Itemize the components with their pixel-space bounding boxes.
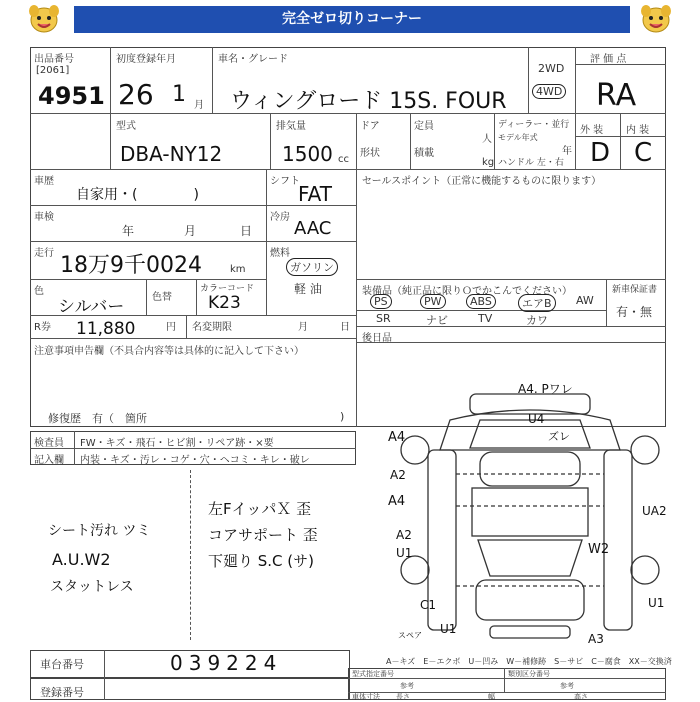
eval-label: 評 価 点	[590, 54, 627, 65]
name-change-day: 日	[340, 322, 350, 333]
equip-leather: カワ	[526, 314, 548, 327]
mileage-value: 18万9千0024	[60, 253, 202, 278]
dealer-label: ディーラー・並行	[498, 120, 570, 130]
drive-4wd: 4WD	[532, 84, 566, 99]
chassis-value: 039224	[170, 651, 283, 675]
load-label: 積載	[414, 148, 434, 159]
fuel-diesel: 軽 油	[294, 282, 322, 296]
equip-ps: PS	[370, 294, 392, 309]
fuel-label: 燃料	[270, 248, 290, 259]
remark-left-2: A.U.W2	[52, 550, 111, 569]
handle-label: ハンドル 左・右	[498, 158, 564, 168]
exterior-value: D	[590, 138, 611, 168]
model-label: 車名・グレード	[218, 54, 288, 65]
equip-abs: ABS	[466, 294, 496, 309]
warranty-value: 有・無	[616, 305, 653, 319]
ac-label: 冷房	[270, 212, 290, 223]
year-unit: 年	[562, 146, 572, 157]
capacity-label: 定員	[414, 121, 434, 132]
capacity-unit: 人	[482, 134, 492, 145]
color-code-value: K23	[208, 293, 241, 313]
mark-u4: U4	[528, 412, 545, 426]
remark-right-2: コアサポート 歪	[208, 526, 318, 544]
interior-label: 内 装	[626, 125, 650, 136]
recycle-label: R券	[34, 322, 51, 333]
mark-w2-right: W2	[588, 542, 610, 557]
height-label: 高さ	[574, 693, 588, 701]
name-change-month: 月	[298, 322, 308, 333]
shift-label: シフト	[270, 176, 300, 187]
equip-label: 装備品（純正品に限りＯでかこんでください）	[362, 286, 572, 297]
type-value: DBA-NY12	[120, 142, 223, 166]
first-reg-month-unit: 月	[194, 100, 204, 111]
mark-u1-right: U1	[648, 596, 665, 610]
eval-value: RA	[596, 78, 637, 113]
first-reg-year: 26	[118, 78, 154, 111]
type-label: 型式	[116, 121, 136, 132]
mark-a2-left: A2	[390, 468, 406, 482]
mark-top: A4. Pワレ	[518, 382, 573, 396]
damage-legend: A－キズ E－エクボ U－凹み W－補修跡 S－サビ C－腐食 XX－交換済	[386, 657, 672, 666]
ref-label-1: 参考	[400, 682, 414, 690]
inspector-label: 検査員	[34, 438, 64, 449]
color-change-label: 色替	[152, 292, 172, 303]
load-unit: kg	[482, 157, 495, 168]
inspection-label: 車検	[34, 212, 54, 223]
shift-value: FAT	[298, 182, 333, 206]
ref-label-2: 参考	[560, 682, 574, 690]
mileage-label: 走行	[34, 248, 54, 259]
mileage-unit: km	[230, 264, 246, 275]
back-label: 後日品	[362, 333, 392, 344]
equip-sr: SR	[376, 312, 391, 325]
interior-value: C	[634, 138, 653, 168]
remark-right-1: 左FイッパＸ 歪	[208, 500, 312, 518]
mark-spare: スペア	[398, 631, 422, 640]
color-label: 色	[34, 286, 44, 297]
repair-close: )	[340, 410, 345, 423]
equip-airbag: エアB	[518, 294, 556, 312]
check-row-1: FW・キズ・飛石・ヒビ割・リペア跡・×要	[80, 438, 274, 449]
entry-label: 記入欄	[34, 455, 64, 466]
equip-pw: PW	[420, 294, 446, 309]
usage-value: 自家用・( )	[76, 187, 199, 203]
inspection-year: 年	[122, 224, 135, 238]
banner-title: 完全ゼロ切りコーナー	[74, 6, 630, 33]
inspection-month: 月	[184, 224, 197, 238]
displacement-value: 1500	[282, 142, 333, 166]
width-label: 幅	[488, 693, 495, 701]
dims-label: 車体寸法	[352, 693, 380, 701]
equip-aw: AW	[576, 294, 594, 307]
name-change-label: 名変期限	[192, 322, 232, 333]
drive-2wd: 2WD	[538, 62, 565, 75]
lot-number: 4951	[38, 82, 105, 110]
mark-u1-bottom: U1	[440, 622, 457, 636]
first-reg-label: 初度登録年月	[116, 54, 176, 65]
door-label: ドア	[360, 121, 380, 132]
mascot-right-icon	[640, 3, 672, 35]
color-value: シルバー	[58, 297, 125, 317]
shape-label: 形状	[360, 148, 380, 159]
color-code-label: カラーコード	[200, 284, 255, 294]
recycle-value: 11,880	[76, 319, 136, 339]
check-row-2: 内装・キズ・汚レ・コゲ・穴・ヘコミ・キレ・破レ	[80, 455, 310, 466]
exterior-label: 外 装	[580, 125, 604, 136]
warranty-label: 新車保証書	[612, 285, 658, 295]
model-value: ウィングロード 15S. FOUR	[230, 89, 507, 114]
mark-ua2-right: UA2	[642, 504, 667, 518]
mark-zure: ズレ	[548, 430, 570, 443]
remark-right-3: 下廻り S.C (サ)	[208, 552, 315, 570]
equip-tv: TV	[478, 312, 493, 325]
mark-a2-left2: A2	[396, 528, 412, 542]
usage-label: 車歴	[34, 176, 54, 187]
recycle-unit: 円	[166, 322, 176, 333]
chassis-label: 車台番号	[40, 658, 84, 671]
equip-navi: ナビ	[426, 314, 448, 327]
first-reg-month: 1	[172, 82, 186, 107]
cert-label-1: 型式指定番号	[352, 670, 394, 678]
remark-left-3: スタットレス	[50, 579, 134, 595]
inspection-day: 日	[240, 224, 253, 238]
mark-a4-left: A4	[388, 430, 406, 445]
mascot-left-icon	[28, 3, 60, 35]
lot-sub: [2061]	[36, 65, 70, 76]
mark-u1-left: U1	[396, 546, 413, 560]
mark-c1: C1	[420, 598, 437, 612]
ac-value: AAC	[294, 218, 332, 239]
notes-label: 注意事項申告欄（不具合内容等は具体的に記入して下さい）	[34, 346, 304, 357]
model-year-label: モデル年式	[498, 133, 538, 142]
length-label: 長さ	[396, 693, 410, 701]
displacement-label: 排気量	[276, 121, 306, 132]
lot-label: 出品番号	[34, 54, 74, 65]
mark-a3: A3	[588, 632, 604, 646]
repair-label: 修復歴 有（ 箇所	[48, 412, 147, 425]
cert-label-2: 類別区分番号	[508, 670, 550, 678]
registration-label: 登録番号	[40, 686, 84, 699]
remark-left-1: シート汚れ ツミ	[48, 523, 151, 539]
mark-a4-left2: A4	[388, 494, 406, 509]
sales-label: セールスポイント（正常に機能するものに限ります）	[362, 176, 602, 187]
fuel-gasoline: ガソリン	[286, 258, 338, 276]
displacement-unit: cc	[338, 154, 349, 165]
